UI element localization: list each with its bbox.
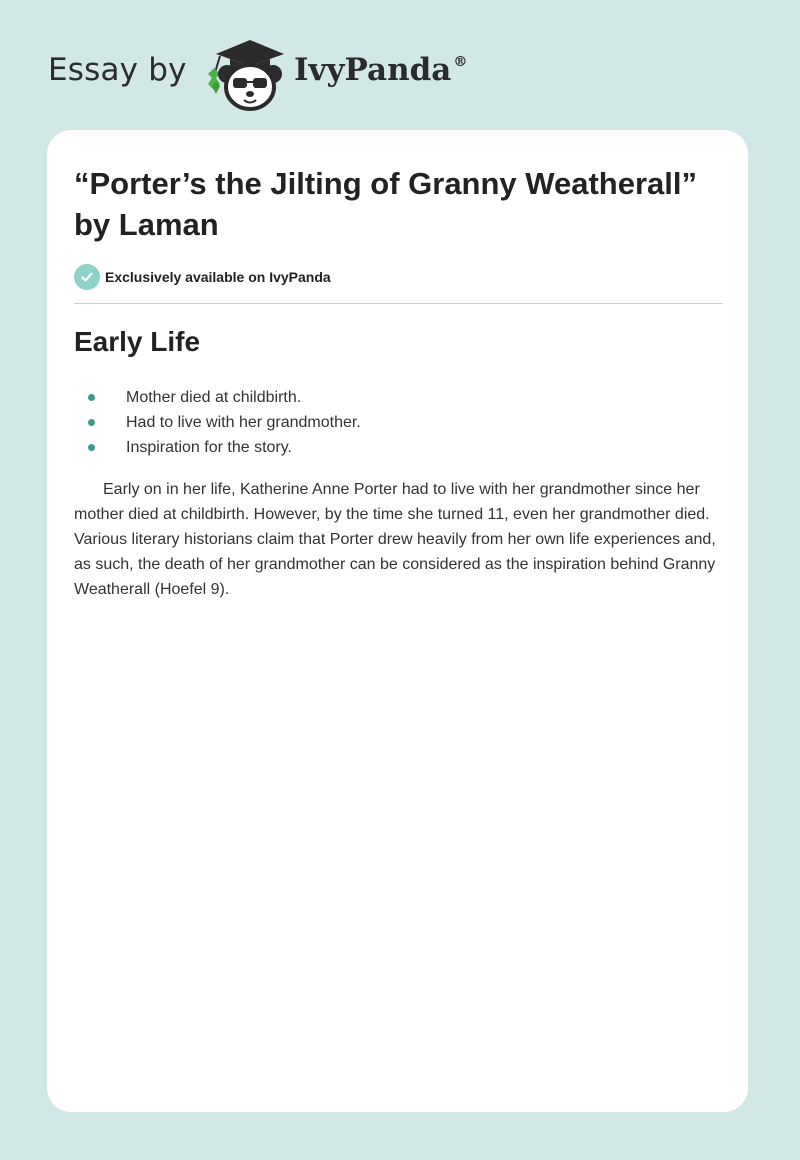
section-heading: Early Life: [74, 326, 201, 357]
list-item-text: Had to live with her grandmother.: [126, 414, 361, 431]
list-item: [82, 385, 361, 410]
brand-name: IvyPanda ®: [294, 52, 468, 88]
divider: [74, 303, 723, 304]
registered-mark: ®: [453, 54, 468, 70]
bullet-list: [82, 385, 361, 460]
list-item-text: Inspiration for the story.: [126, 439, 292, 456]
body-paragraph: Early on in her life, Katherine Anne Porter had to live with her grandmother since her mother died at childbirth. However, by the time she turned 11, even her grandmother died. Various literary historians claim that Porter drew heavily from her own life experiences and, as such, the death of her grandmother can be considered as the inspiration behind Granny Weatherall (Hoefel 9).: [74, 481, 716, 598]
list-item-text: Mother died at childbirth.: [126, 389, 302, 406]
bullet-icon: [88, 394, 95, 401]
list-item: [82, 410, 361, 435]
essay-card: [47, 130, 748, 1112]
brand-prefix: Essay by: [48, 52, 187, 88]
bullet-icon: [88, 419, 95, 426]
bullet-icon: [88, 444, 95, 451]
exclusive-badge: [74, 264, 331, 290]
check-circle-icon: [74, 264, 100, 290]
badge-text: Exclusively available on IvyPanda: [105, 269, 331, 285]
brand-header: [48, 30, 468, 114]
panda-graduate-icon: [202, 34, 292, 112]
list-item: [82, 435, 361, 460]
essay-title: “Porter’s the Jilting of Granny Weatherall” by Laman: [74, 166, 697, 242]
